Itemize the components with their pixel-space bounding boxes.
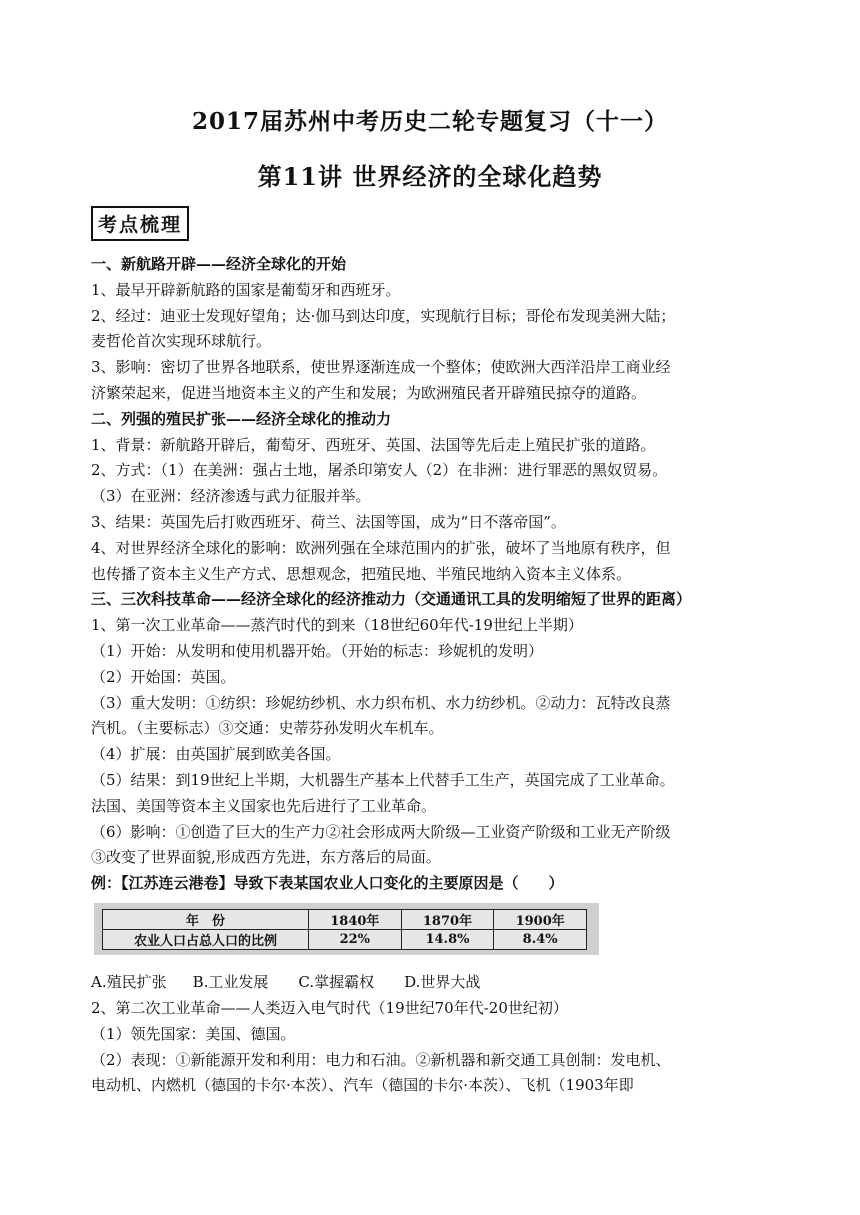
text-line: 济繁荣起来，促进当地资本主义的产生和发展；为欧洲殖民者开辟殖民掠夺的道路。 xyxy=(91,383,647,402)
heading-3: 三、三次科技革命——经济全球化的经济推动力（交通通讯工具的发明缩短了世界的距离） xyxy=(91,590,692,609)
text-line: ③改变了世界面貌,形成西方先进，东方落后的局面。 xyxy=(91,848,441,867)
text-line: 3、结果：英国先后打败西班牙、荷兰、法国等国，成为“日不落帝国”。 xyxy=(91,512,566,531)
section-box-label: 考点梳理 xyxy=(91,206,189,241)
text-line: （3）重大发明：①纺织：珍妮纺纱机、水力织布机、水力纺纱机。②动力：瓦特改良蒸 xyxy=(91,693,671,712)
table-cell: 年 份 xyxy=(103,910,309,930)
text-line: （2）表现：①新能源开发和利用：电力和石油。②新机器和新交通工具创制：发电机、 xyxy=(91,1050,671,1069)
text-line: 1、最早开辟新航路的国家是葡萄牙和西班牙。 xyxy=(91,280,401,299)
text-line: 1、第一次工业革命——蒸汽时代的到来（18世纪60年代-19世纪上半期） xyxy=(91,616,583,635)
table-cell: 1870年 xyxy=(401,910,494,930)
table-cell: 8.4% xyxy=(494,930,587,950)
text-line: （5）结果：到19世纪上半期，大机器生产基本上代替手工生产，英国完成了工业革命。 xyxy=(91,770,675,789)
option-d: D.世界大战 xyxy=(404,973,481,991)
answer-options xyxy=(91,970,480,996)
text-line: （2）开始国：英国。 xyxy=(91,667,236,686)
text-line: 麦哲伦首次实现环球航行。 xyxy=(91,332,272,351)
table-cell: 22% xyxy=(309,930,402,950)
example-question: 例：【江苏连云港卷】导致下表某国农业人口变化的主要原因是（ ） xyxy=(91,874,564,893)
document-title: 2017届苏州中考历史二轮专题复习（十一） xyxy=(191,108,668,135)
table-cell: 农业人口占总人口的比例 xyxy=(103,930,309,950)
text-line: （4）扩展：由英国扩展到欧美各国。 xyxy=(91,745,341,764)
text-line: （1）领先国家：美国、德国。 xyxy=(91,1024,296,1043)
text-line: 2、第二次工业革命——人类迈入电气时代（19世纪70年代-20世纪初） xyxy=(91,999,568,1017)
text-line: 2、经过：迪亚士发现好望角；达·伽马到达印度，实现航行目标；哥伦布发现美洲大陆； xyxy=(91,306,676,325)
text-line: 1、背景：新航路开辟后，葡萄牙、西班牙、英国、法国等先后走上殖民扩张的道路。 xyxy=(91,435,656,454)
option-b: B.工业发展 xyxy=(192,973,269,991)
body-text-continued xyxy=(91,996,781,1099)
table-cell: 1840年 xyxy=(309,910,402,930)
option-c: C.掌握霸权 xyxy=(298,973,375,991)
heading-2: 二、列强的殖民扩张——经济全球化的推动力 xyxy=(91,409,392,428)
table-row xyxy=(103,930,587,950)
table-row xyxy=(103,910,587,930)
table-cell: 14.8% xyxy=(401,930,494,950)
text-line: （3）在亚洲：经济渗透与武力征服并举。 xyxy=(91,487,371,506)
text-line: 4、对世界经济全球化的影响：欧洲列强在全球范围内的扩张，破坏了当地原有秩序，但 xyxy=(91,538,671,557)
population-table xyxy=(102,909,587,950)
text-line: （1）开始：从发明和使用机器开始。（开始的标志：珍妮机的发明） xyxy=(91,641,544,660)
lecture-title: 第11讲 世界经济的全球化趋势 xyxy=(257,162,603,191)
text-line: 法国、美国等资本主义国家也先后进行了工业革命。 xyxy=(91,796,437,815)
text-line: 2、方式：（1）在美洲：强占土地，屠杀印第安人（2）在非洲：进行罪恶的黑奴贸易。 xyxy=(91,461,668,480)
text-line: 电动机、内燃机（德国的卡尔·本茨）、汽车（德国的卡尔·本茨）、飞机（1903年即 xyxy=(91,1076,634,1095)
text-line: （6）影响：①创造了巨大的生产力②社会形成两大阶级—工业资产阶级和工业无产阶级 xyxy=(91,822,671,841)
heading-1: 一、新航路开辟——经济全球化的开始 xyxy=(91,255,347,273)
population-table-image xyxy=(94,903,599,955)
text-line: 也传播了资本主义生产方式、思想观念，把殖民地、半殖民地纳入资本主义体系。 xyxy=(91,564,632,583)
text-line: 汽机。（主要标志）③交通：史蒂芬孙发明火车机车。 xyxy=(91,719,444,738)
table-cell: 1900年 xyxy=(494,910,587,930)
body-text xyxy=(91,252,781,897)
option-a: A.殖民扩张 xyxy=(91,973,167,991)
text-line: 3、影响：密切了世界各地联系，使世界逐渐连成一个整体；使欧洲大西洋沿岸工商业经 xyxy=(91,358,671,377)
